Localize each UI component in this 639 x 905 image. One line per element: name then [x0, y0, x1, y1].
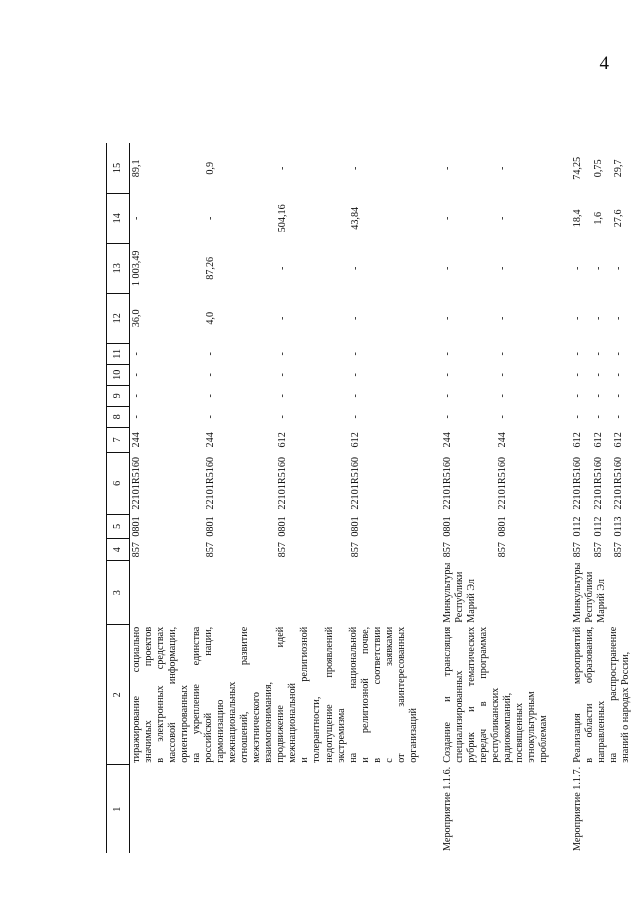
table-cell: - — [131, 373, 142, 377]
table-cell: - — [205, 415, 217, 419]
description-line: экстремизма — [335, 708, 347, 763]
table-cell: 0801 — [441, 516, 453, 537]
table-cell: - — [572, 352, 584, 356]
table-cell: - — [572, 415, 584, 419]
table-cell: 857 — [572, 542, 584, 558]
header-row — [107, 143, 130, 853]
spacer-cell — [551, 143, 571, 853]
activity-code — [130, 765, 421, 853]
description-line: радиокомпаний, — [501, 692, 513, 763]
description-line: гармонизацию — [215, 699, 227, 763]
executor — [130, 561, 421, 625]
description-line: этнокультурным — [525, 691, 537, 763]
table-cell: - — [131, 415, 142, 419]
header-cell: 12 — [107, 293, 130, 343]
description-line: в электронных средствах — [155, 626, 167, 763]
activity-description — [130, 625, 421, 765]
table-cell: 857 — [613, 542, 625, 558]
table-cell: 4,0 — [205, 311, 217, 325]
table-cell: - — [277, 166, 289, 170]
table-cell: - — [277, 415, 289, 419]
description-line: в области образования, — [584, 626, 596, 763]
table-cell: - — [592, 266, 604, 270]
header-cell: 2 — [107, 625, 130, 765]
header-cell: 15 — [107, 143, 130, 193]
table-cell: - — [349, 415, 361, 419]
table-cell: - — [496, 216, 508, 220]
table-cell: - — [131, 216, 142, 220]
table-cell: 22101R5160 — [277, 456, 289, 510]
table-cell: 0112 — [592, 516, 604, 537]
table-cell: - — [441, 352, 453, 356]
header-cell: 4 — [107, 539, 130, 561]
table-cell: - — [496, 415, 508, 419]
activity-description — [571, 625, 633, 765]
description-line: межнациональных — [227, 681, 239, 763]
table-body — [130, 143, 634, 853]
executor-line: Марий Эл — [596, 578, 608, 623]
table-cell: 0801 — [349, 516, 361, 537]
table-cell: 612 — [613, 432, 625, 448]
table-cell: 244 — [496, 432, 508, 448]
table-cell: - — [496, 373, 508, 377]
table-cell: 0,9 — [205, 161, 217, 175]
description-line: российской нации, — [203, 626, 215, 763]
table-cell: - — [592, 373, 604, 377]
spacer-cell — [421, 143, 441, 853]
table-cell: - — [277, 352, 289, 356]
table-cell: 22101R5160 — [349, 456, 361, 510]
table-cell: 22101R5160 — [131, 456, 142, 510]
table-cell: 0,75 — [592, 159, 604, 178]
table-cell: - — [592, 316, 604, 320]
table-cell: - — [613, 415, 625, 419]
header-cell: 14 — [107, 193, 130, 243]
table-cell: - — [441, 373, 453, 377]
header-cell: 5 — [107, 514, 130, 538]
table-cell: - — [592, 352, 604, 356]
description-line: республиканских — [489, 687, 501, 763]
description-line: отношений, развитие — [239, 626, 251, 763]
activity-code: Мероприятие 1.1.7. — [572, 766, 584, 851]
budget-table — [106, 143, 633, 853]
table-cell: - — [441, 394, 453, 398]
table-cell: 22101R5160 — [496, 456, 508, 510]
executor-line: Республики — [584, 571, 596, 623]
header-cell: 10 — [107, 364, 130, 385]
description-line: на национальной — [347, 626, 359, 763]
table-cell: - — [441, 166, 453, 170]
table-cell: - — [349, 394, 361, 398]
description-line: с заявками — [383, 626, 395, 763]
executor — [571, 561, 633, 625]
description-line: тиражирование социально — [131, 626, 142, 763]
description-line: недопущение проявлений — [323, 626, 335, 763]
table-cell: - — [592, 415, 604, 419]
description-line: проблемам — [538, 715, 549, 763]
table-cell: 857 — [131, 542, 142, 558]
table-cell: - — [205, 216, 217, 220]
table-cell: 0801 — [496, 516, 508, 537]
table-cell: - — [572, 394, 584, 398]
description-line: передач в программах — [477, 626, 489, 763]
table-cell: - — [349, 266, 361, 270]
header-cell: 6 — [107, 452, 130, 514]
description-line: посвященных — [513, 702, 525, 763]
table-cell: 244 — [441, 432, 453, 448]
table-cell: - — [592, 394, 604, 398]
description-line: межэтнического — [251, 692, 263, 763]
table-cell: - — [349, 316, 361, 320]
table-cell: 504,16 — [277, 204, 289, 233]
table-cell: 18,4 — [572, 209, 584, 228]
table-cell: 89,1 — [131, 159, 142, 178]
header-cell: 3 — [107, 561, 130, 625]
table-cell: - — [277, 394, 289, 398]
activity-description — [441, 625, 551, 765]
description-line: Реализация мероприятий — [572, 626, 584, 763]
header-cell: 13 — [107, 243, 130, 293]
table-cell: - — [131, 394, 142, 398]
header-cell: 7 — [107, 427, 130, 452]
table-cell: - — [131, 352, 142, 356]
description-line: значимых проектов — [143, 626, 155, 763]
group-spacer — [421, 143, 441, 853]
table-cell: - — [613, 373, 625, 377]
table-cell: 22101R5160 — [572, 456, 584, 510]
table-cell: 22101R5160 — [613, 456, 625, 510]
table-cell: 857 — [277, 542, 289, 558]
table-cell: - — [441, 216, 453, 220]
table-cell: 857 — [205, 542, 217, 558]
group-spacer — [551, 143, 571, 853]
table-cell: - — [613, 352, 625, 356]
table-cell: 0113 — [613, 516, 625, 537]
table-cell: 612 — [572, 432, 584, 448]
description-line: межнациональной — [287, 683, 299, 763]
table-cell: - — [496, 266, 508, 270]
table-cell: 74,25 — [572, 156, 584, 180]
header-cell: 9 — [107, 385, 130, 406]
table-row — [441, 143, 496, 853]
executor-line: Минкультуры — [441, 562, 453, 623]
table-cell: 27,6 — [613, 209, 625, 228]
table-cell: - — [349, 373, 361, 377]
description-line: рубрик и тематических — [465, 626, 477, 763]
description-line: направленных — [596, 700, 608, 763]
header-cell: 1 — [107, 765, 130, 853]
description-line: на укрепление единства — [191, 626, 203, 763]
table-cell: - — [613, 316, 625, 320]
table-cell: - — [613, 394, 625, 398]
table-cell: - — [441, 316, 453, 320]
table-cell: - — [205, 373, 217, 377]
executor — [441, 561, 551, 625]
activity-code: Мероприятие 1.1.6. — [441, 766, 453, 851]
table-cell: - — [349, 352, 361, 356]
description-line: специализированных — [453, 670, 465, 763]
table-cell: - — [496, 394, 508, 398]
description-line: на распространение — [608, 626, 620, 763]
table-cell: - — [349, 166, 361, 170]
table-cell: - — [441, 266, 453, 270]
table-cell: - — [613, 266, 625, 270]
table-cell: 1,6 — [592, 211, 604, 225]
executor-line: Марий Эл — [465, 578, 477, 623]
description-line: в соответствии — [371, 626, 383, 763]
table-cell: 0801 — [205, 516, 217, 537]
description-line: толерантности, — [311, 696, 323, 763]
table-cell: - — [572, 316, 584, 320]
table-cell: 29,7 — [613, 159, 625, 178]
table-cell: 22101R5160 — [205, 456, 217, 510]
table-cell: - — [441, 415, 453, 419]
table-cell: - — [277, 266, 289, 270]
table-cell: 0801 — [131, 516, 142, 537]
description-line: организаций — [407, 708, 419, 763]
page-number: 4 — [599, 53, 609, 74]
table-cell: 612 — [277, 432, 289, 448]
table-cell: 857 — [496, 542, 508, 558]
description-line: взаимопонимания, — [263, 681, 275, 763]
executor-line: Минкультуры — [572, 562, 584, 623]
table-row — [130, 143, 205, 853]
table-cell: 612 — [592, 432, 604, 448]
table-cell: - — [572, 373, 584, 377]
table-cell: 87,26 — [205, 256, 217, 280]
table-cell: 0801 — [277, 516, 289, 537]
table-cell: - — [277, 373, 289, 377]
table-cell: 857 — [592, 542, 604, 558]
description-line: знаний о народах России, — [620, 651, 632, 763]
table-cell: 857 — [349, 542, 361, 558]
table-cell: - — [496, 352, 508, 356]
table-cell: - — [205, 352, 217, 356]
table-cell: - — [496, 316, 508, 320]
description-line: ориентированных — [179, 685, 191, 763]
executor-line: Республики — [453, 571, 465, 623]
header-cell: 8 — [107, 406, 130, 427]
table-cell: 0112 — [572, 516, 584, 537]
description-line: продвижение идей — [275, 626, 287, 763]
table-cell: - — [572, 266, 584, 270]
table-cell: 612 — [349, 432, 361, 448]
description-line: от заинтересованных — [395, 626, 407, 763]
table-cell: - — [205, 394, 217, 398]
table-cell: 244 — [131, 432, 142, 448]
description-line: массовой информации, — [167, 626, 179, 763]
table-cell: 22101R5160 — [441, 456, 453, 510]
table-cell: 857 — [441, 542, 453, 558]
table-cell: 1 003,49 — [131, 250, 142, 287]
table-row — [571, 143, 592, 853]
description-line: Создание и трансляция — [441, 626, 453, 763]
table-cell: - — [277, 316, 289, 320]
table-cell: 244 — [205, 432, 217, 448]
table-cell: 36,0 — [131, 309, 142, 328]
table-cell: 43,84 — [349, 206, 361, 230]
table-cell: 22101R5160 — [592, 456, 604, 510]
table-cell: - — [496, 166, 508, 170]
header-cell: 11 — [107, 343, 130, 364]
description-line: и религиозной почве, — [359, 626, 371, 763]
description-line: и религиозной — [299, 626, 311, 763]
